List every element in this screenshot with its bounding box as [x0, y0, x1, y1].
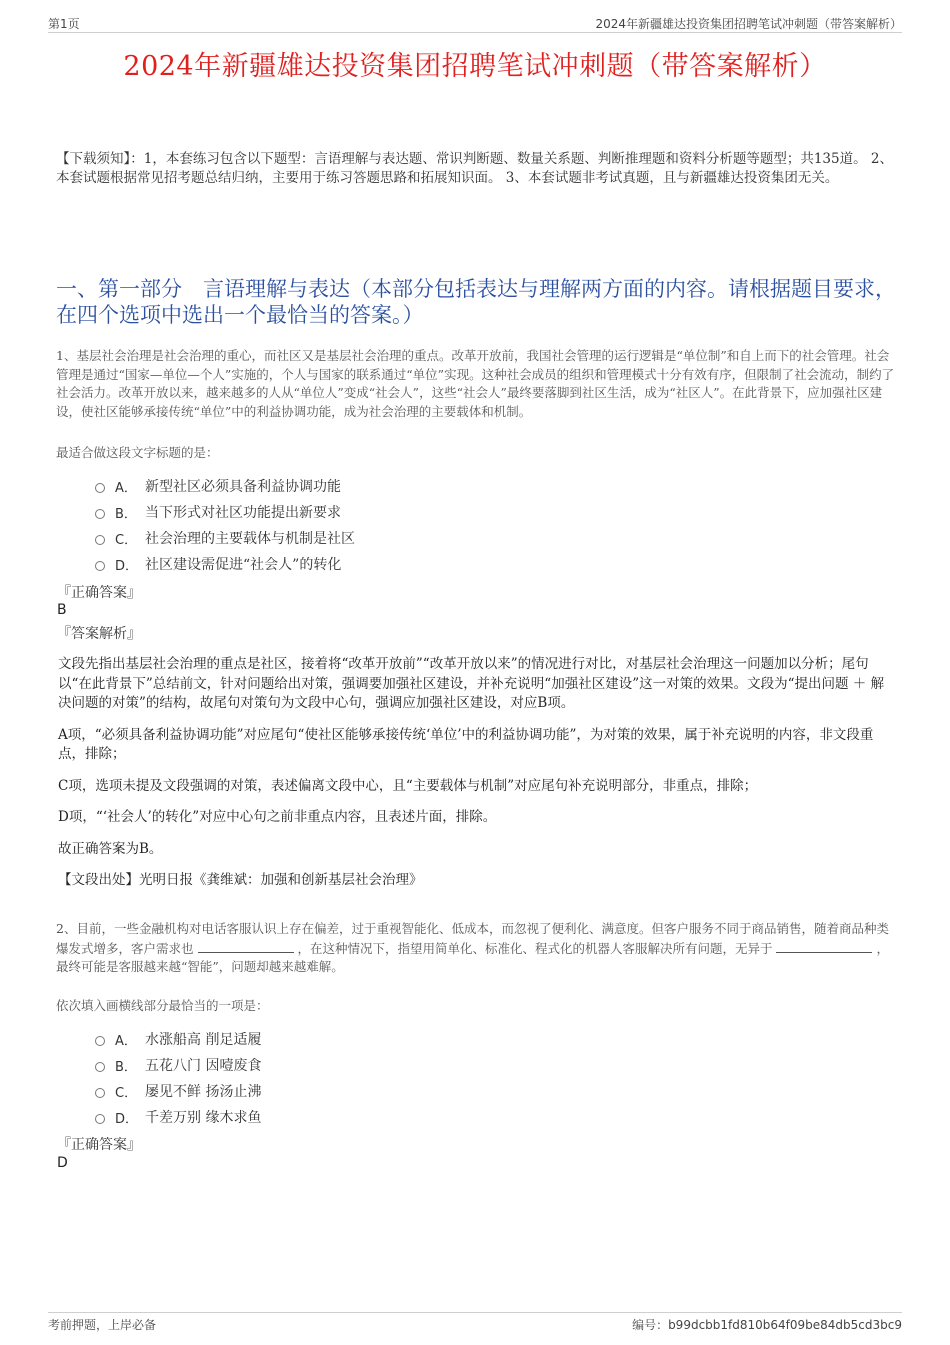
page-header	[48, 12, 902, 33]
radio-icon[interactable]	[95, 561, 105, 571]
option-c[interactable]: C． 屡见不鲜 扬汤止沸	[95, 1078, 261, 1104]
fill-blank[interactable]	[198, 939, 294, 953]
radio-icon[interactable]	[95, 483, 105, 493]
analysis-paragraph: A项，“必须具备利益协调功能”对应尾句“使社区能够承接传统‘单位’中的利益协调功能”，为对策的效果，属于补充说明的内容，非文段重点，排除；	[58, 726, 874, 762]
option-d[interactable]: D． 千差万别 缘木求鱼	[95, 1104, 261, 1130]
section-title: 一、第一部分 言语理解与表达（本部分包括表达与理解两方面的内容。请根据题目要求，在四个选项中选出一个最恰当的答案。）	[56, 277, 896, 327]
analysis-paragraph: C项，选项未提及文段强调的对策，表述偏离文段中心，且“主要载体与机制”对应尾句补充说明部分，非重点，排除；	[58, 777, 758, 794]
download-notice: 【下载须知】：1，本套练习包含以下题型：言语理解与表达题、常识判断题、数量关系题、判断推理题和资料分析题等题型；共135道。 2、本套试题根据常见招考题总结归纳，主要用于练习答题思路和拓展知识面。 3、本套试题非考试真题，且与新疆雄达投资集团无关。	[56, 151, 893, 186]
question-1-prompt: 最适合做这段文字标题的是：	[56, 445, 219, 460]
question-1-text: 1、基层社会治理是社会治理的重心，而社区又是基层社会治理的重点。改革开放前，我国社会管理的运行逻辑是“单位制”和自上而下的社会管理。社会管理是通过“国家—单位—个人”实施的，个人与国家的联系通过“单位”实现。这种社会成员的组织和管理模式十分有效有序，但限制了社会流动，制约了社会活力。改革开放以来，越来越多的人从“单位人”变成“社会人”，这些“社会人”最终要落脚到社区生活，成为“社区人”。在此背景下，应加强社区建设，使社区能够承接传统“单位”中的利益协调功能，成为社会治理的主要载体和机制。	[56, 348, 895, 419]
footer-slogan: 考前押题，上岸必备	[48, 1318, 157, 1332]
document-title: 2024年新疆雄达投资集团招聘笔试冲刺题（带答案解析）	[123, 51, 827, 82]
question-1-options	[95, 473, 355, 577]
source-citation: 【文段出处】光明日报《龚维斌：加强和创新基层社会治理》	[58, 872, 423, 888]
document-code: 编号：b99dcbb1fd810b64f09be84db5cd3bc9	[632, 1318, 902, 1332]
analysis-paragraph: D项，“‘社会人’的转化”对应中心句之前非重点内容，且表述片面，排除。	[58, 809, 497, 825]
answer-analysis	[58, 655, 896, 903]
radio-icon[interactable]	[95, 1062, 105, 1072]
radio-icon[interactable]	[95, 1088, 105, 1098]
analysis-paragraph: 故正确答案为B。	[58, 840, 163, 857]
option-a[interactable]: A． 水涨船高 削足适履	[95, 1026, 261, 1052]
running-title: 2024年新疆雄达投资集团招聘笔试冲刺题（带答案解析）	[595, 17, 902, 31]
correct-answer: B	[57, 602, 67, 618]
radio-icon[interactable]	[95, 535, 105, 545]
option-c[interactable]: C． 社会治理的主要载体与机制是社区	[95, 525, 355, 551]
answer-label: 『正确答案』	[57, 585, 141, 601]
page-number: 第1页	[48, 17, 80, 31]
option-b[interactable]: B． 五花八门 因噎废食	[95, 1052, 261, 1078]
question-2-prompt: 依次填入画横线部分最恰当的一项是：	[56, 998, 269, 1013]
page-footer	[48, 1312, 902, 1335]
analysis-label: 『答案解析』	[57, 626, 141, 642]
correct-answer: D	[57, 1155, 68, 1171]
option-d[interactable]: D． 社区建设需促进“社会人”的转化	[95, 551, 355, 577]
radio-icon[interactable]	[95, 1036, 105, 1046]
option-b[interactable]: B． 当下形式对社区功能提出新要求	[95, 499, 355, 525]
question-2-text: 2、目前，一些金融机构对电话客服认识上存在偏差，过于重视智能化、低成本，而忽视了便利化、满意度。但客户服务不同于商品销售，随着商品种类爆发式增多，客户需求也 ，在这种情况下，指望用简单化、标准化、程式化的机器人客服解决所有问题，无异于 ，最终可能是客服越来越“智能”，问题却越来越难解。	[56, 921, 889, 974]
option-a[interactable]: A． 新型社区必须具备利益协调功能	[95, 473, 355, 499]
answer-label: 『正确答案』	[57, 1137, 141, 1153]
fill-blank[interactable]	[776, 939, 872, 953]
analysis-paragraph: 文段先指出基层社会治理的重点是社区，接着将“改革开放前”“改革开放以来”的情况进行对比，对基层社会治理这一问题加以分析；尾句以“在此背景下”总结前文，针对问题给出对策，强调要加强社区建设，并补充说明“加强社区建设”这一对策的效果。文段为“提出问题 ＋ 解决问题的对策”的结构，故尾句对策句为文段中心句，强调应加强社区建设，对应B项。	[58, 656, 885, 711]
radio-icon[interactable]	[95, 509, 105, 519]
radio-icon[interactable]	[95, 1114, 105, 1124]
question-2-options	[95, 1026, 261, 1130]
